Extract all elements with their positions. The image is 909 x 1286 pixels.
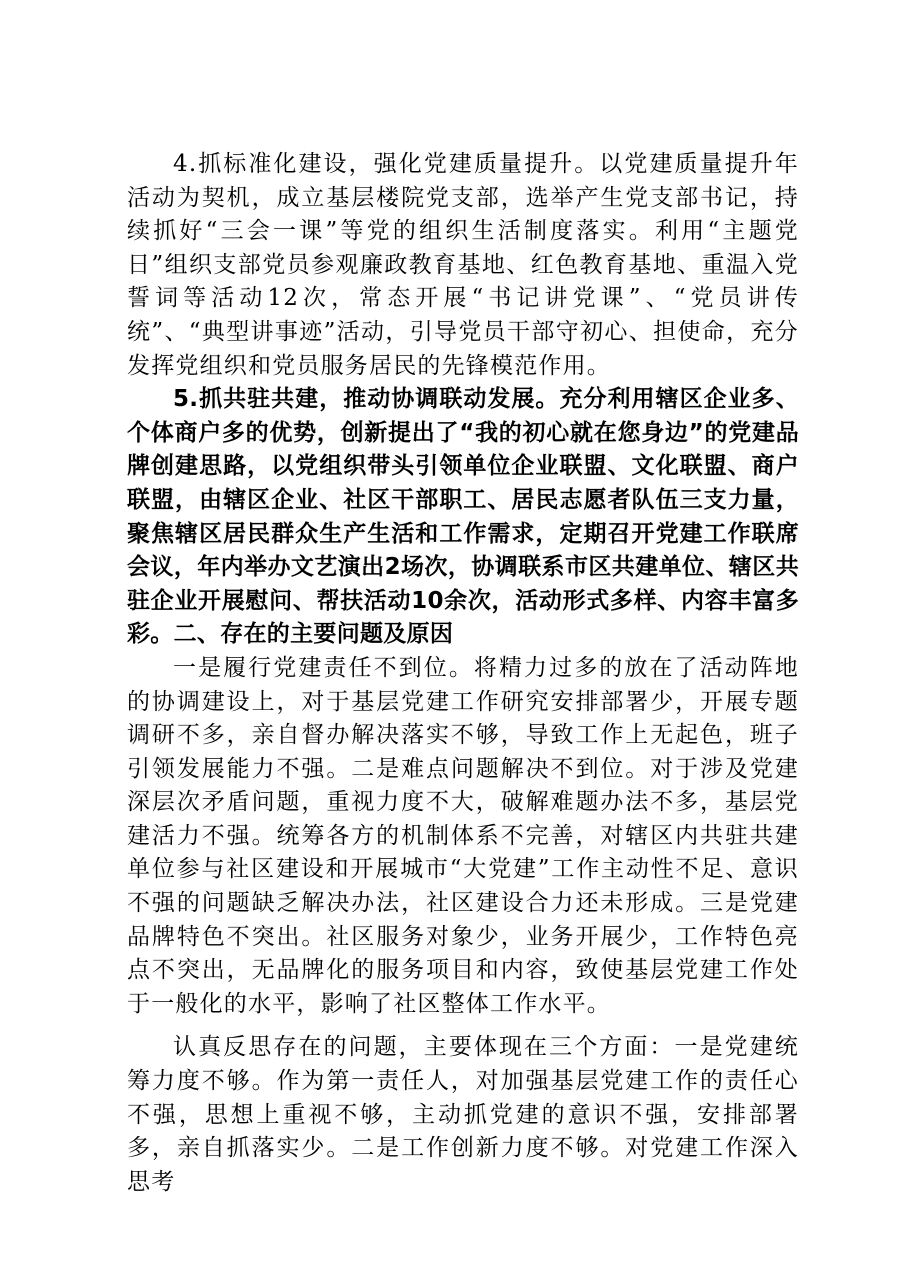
document-page [127, 148, 799, 1199]
paragraph-co-construction: 5.抓共驻共建，推动协调联动发展。充分利用辖区企业多、个体商户多的优势，创新提出了“我的初心就在您身边”的党建品牌创建思路，以党组织带头引领单位企业联盟、文化联盟、商户联盟，由辖区企业、社区干部职工、居民志愿者队伍三支力量，聚焦辖区居民群众生产生活和工作需求，定期召开党建工作联席会议，年内举办文艺演出2场次，协调联系市区共建单位、辖区共驻企业开展慰问、帮扶活动10余次，活动形式多样、内容丰富多彩。二、存在的主要问题及原因 [127, 386, 799, 648]
paragraph-standardization: 4.抓标准化建设，强化党建质量提升。以党建质量提升年活动为契机，成立基层楼院党支部，选举产生党支部书记，持续抓好“三会一课”等党的组织生活制度落实。利用“主题党日”组织支部党员参观廉政教育基地、红色教育基地、重温入党誓词等活动12次，常态开展“书记讲党课”、“党员讲传统”、“典型讲事迹”活动，引导党员干部守初心、担使命，充分发挥党组织和党员服务居民的先锋模范作用。 [127, 151, 799, 379]
paragraph-reflection: 认真反思存在的问题，主要体现在三个方面：一是党建统筹力度不够。作为第一责任人，对加强基层党建工作的责任心不强，思想上重视不够，主动抓党建的意识不强，安排部署多，亲自抓落实少。二是工作创新力度不够。对党建工作深入思考 [127, 1034, 799, 1195]
paragraph-problems: 一是履行党建责任不到位。将精力过多的放在了活动阵地的协调建设上，对于基层党建工作研究安排部署少，开展专题调研不多，亲自督办解决落实不够，导致工作上无起色，班子引领发展能力不强。二是难点问题解决不到位。对于涉及党建深层次矛盾问题，重视力度不大，破解难题办法不多，基层党建活力不强。统筹各方的机制体系不完善，对辖区内共驻共建单位参与社区建设和开展城市“大党建”工作主动性不足、意识不强的问题缺乏解决办法，社区建设合力还未形成。三是党建品牌特色不突出。社区服务对象少，业务开展少，工作特色亮点不突出，无品牌化的服务项目和内容，致使基层党建工作处于一般化的水平，影响了社区整体工作水平。 [127, 654, 799, 1017]
